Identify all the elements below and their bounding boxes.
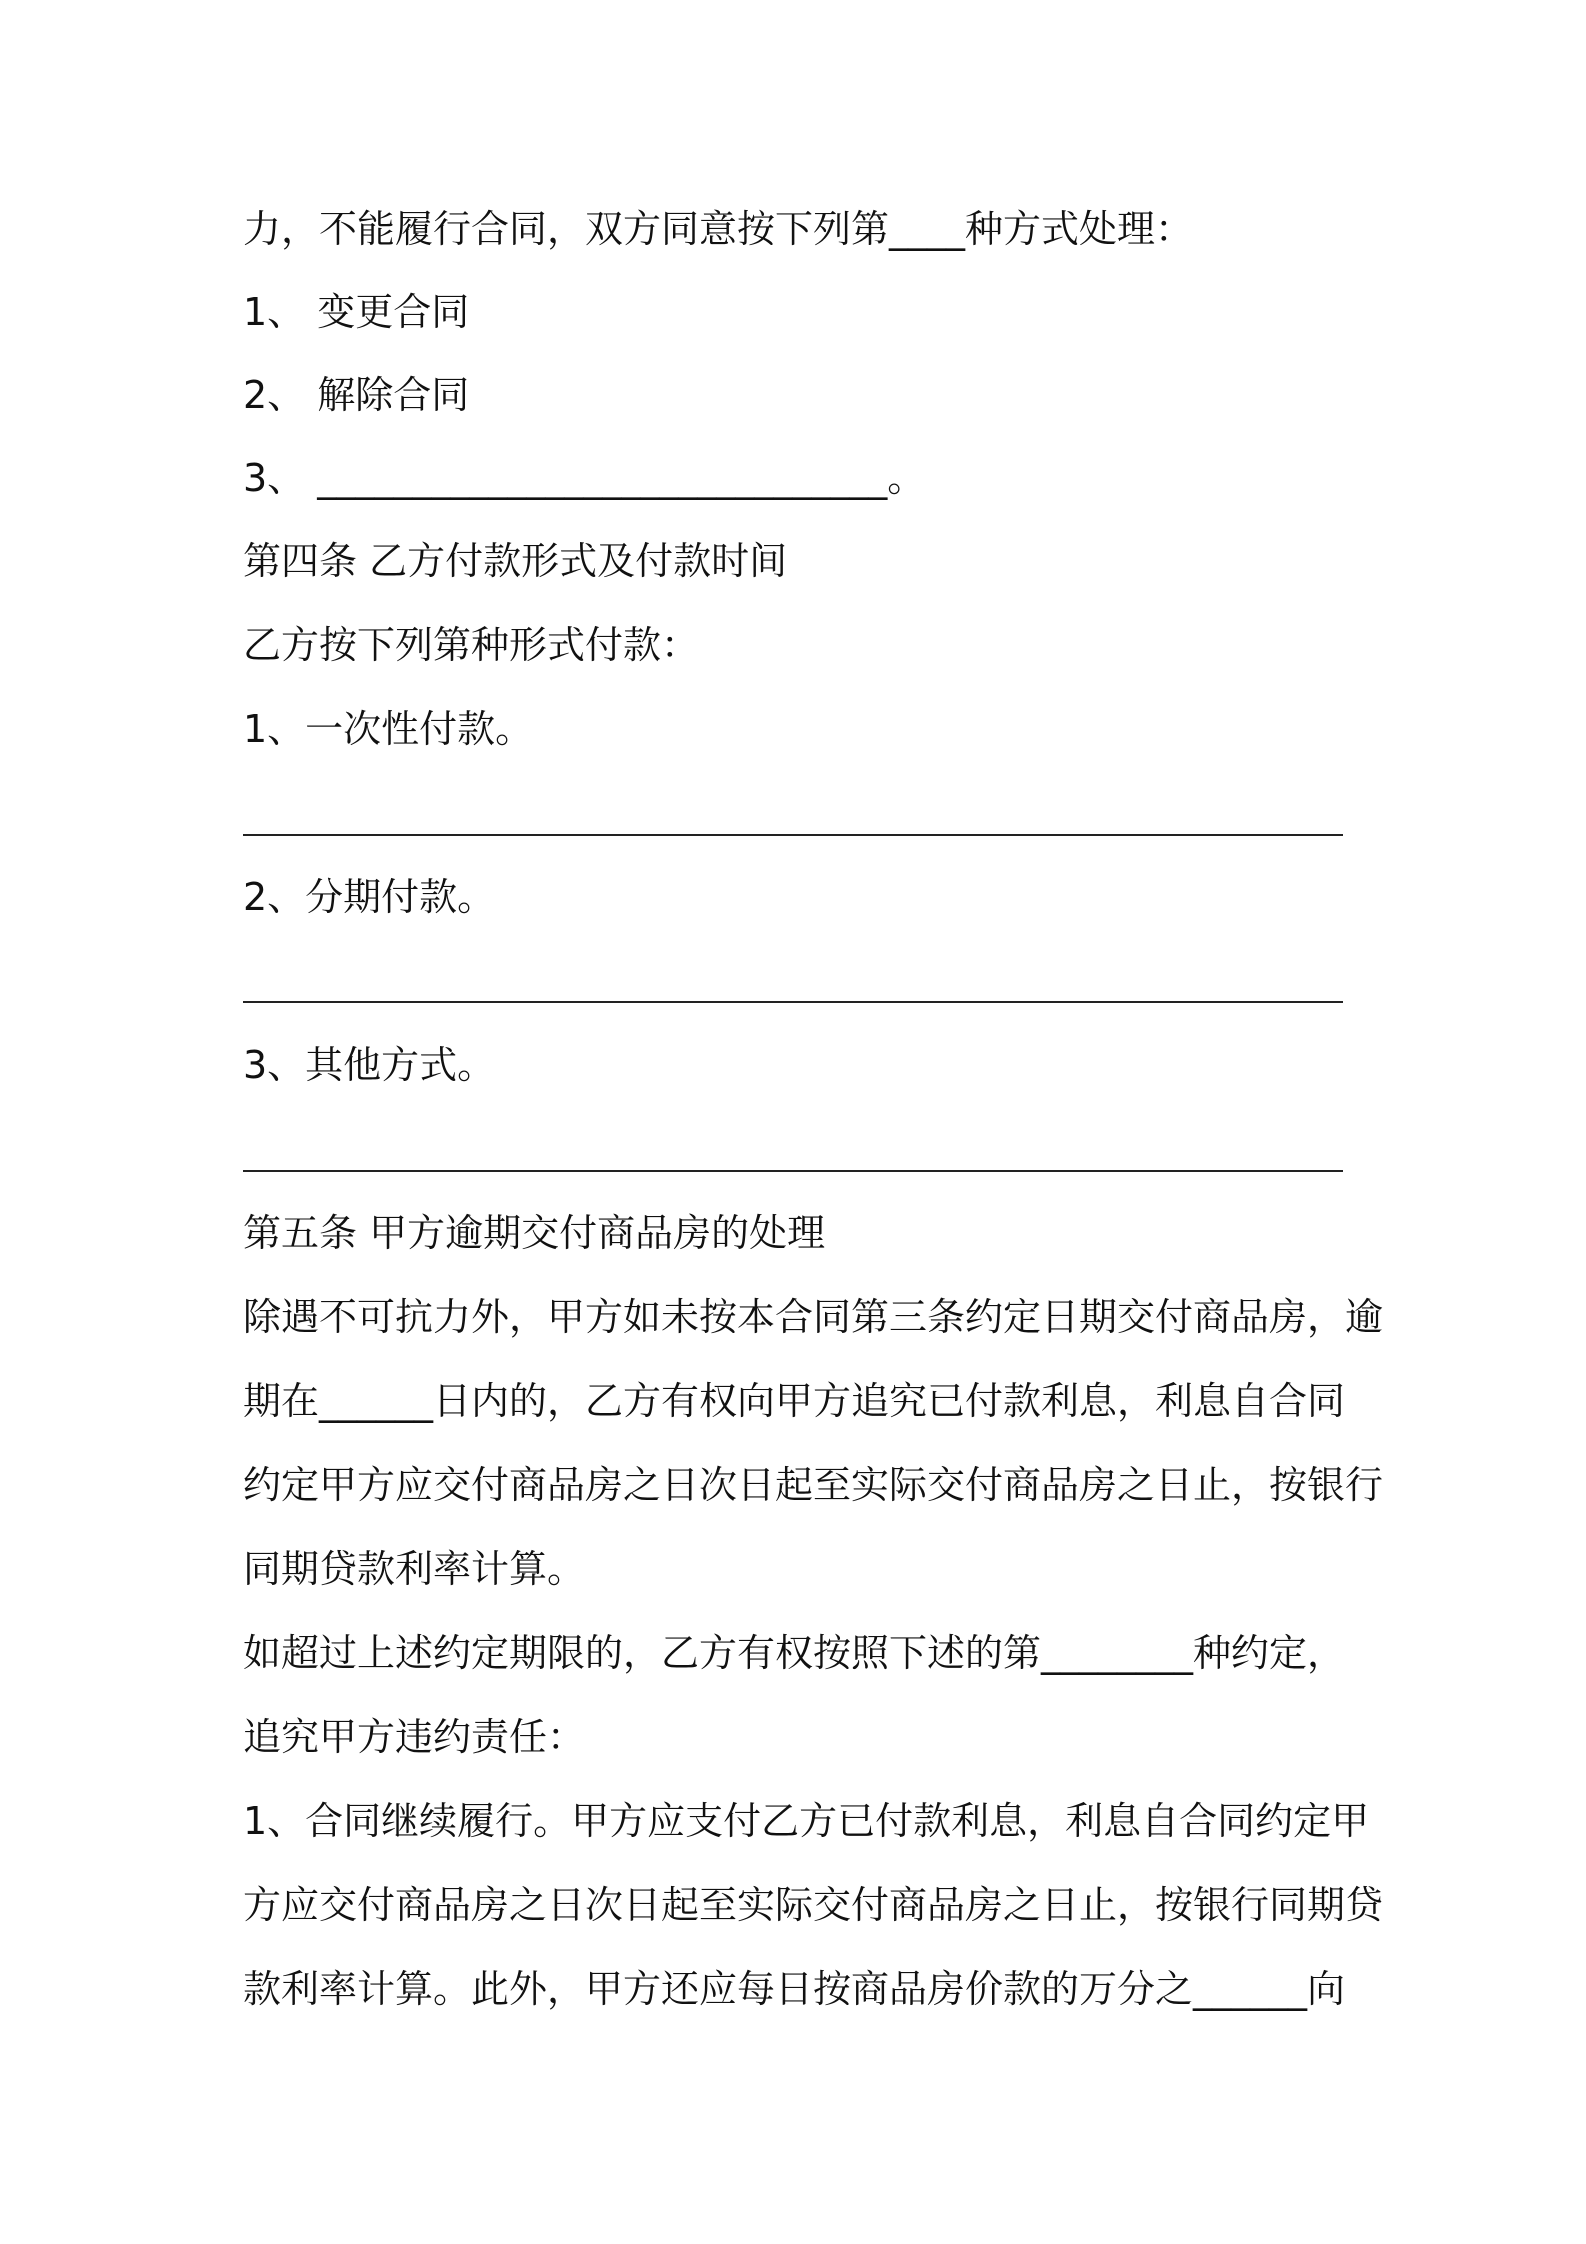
blank-line-1 xyxy=(243,834,1343,836)
paragraph-overdue-2: 追究甲方违约责任： xyxy=(243,1715,586,1759)
option-2-terminate-contract: 2、 解除合同 xyxy=(243,373,470,417)
clause-continue-performance-2: 方应交付商品房之日次日起至实际交付商品房之日止，按银行同期贷 xyxy=(243,1883,1384,1927)
option-3-blank: 3、 ______________________________。 xyxy=(243,456,926,500)
blank-line-2 xyxy=(243,1001,1343,1003)
paragraph-force-majeure-options: 力，不能履行合同，双方同意按下列第____种方式处理： xyxy=(243,207,1194,251)
heading-article-4: 第四条 乙方付款形式及付款时间 xyxy=(243,539,788,583)
paragraph-late-delivery-1: 除遇不可抗力外，甲方如未按本合同第三条约定日期交付商品房，逾 xyxy=(243,1295,1384,1339)
option-1-change-contract: 1、 变更合同 xyxy=(243,290,470,334)
clause-continue-performance-3: 款利率计算。此外，甲方还应每日按商品房价款的万分之______向 xyxy=(243,1967,1346,2011)
paragraph-late-delivery-2: 期在______日内的，乙方有权向甲方追究已付款利息，利息自合同 xyxy=(243,1379,1346,1423)
payment-option-1: 1、一次性付款。 xyxy=(243,707,534,751)
payment-option-2: 2、分期付款。 xyxy=(243,875,496,919)
blank-line-3 xyxy=(243,1170,1343,1172)
heading-article-5: 第五条 甲方逾期交付商品房的处理 xyxy=(243,1211,826,1255)
clause-continue-performance-1: 1、合同继续履行。甲方应支付乙方已付款利息，利息自合同约定甲 xyxy=(243,1799,1370,1843)
paragraph-payment-intro: 乙方按下列第种形式付款： xyxy=(243,623,700,667)
payment-option-3: 3、其他方式。 xyxy=(243,1043,496,1087)
paragraph-overdue-1: 如超过上述约定期限的，乙方有权按照下述的第________种约定， xyxy=(243,1631,1346,1675)
paragraph-late-delivery-3: 约定甲方应交付商品房之日次日起至实际交付商品房之日止，按银行 xyxy=(243,1463,1384,1507)
paragraph-late-delivery-4: 同期贷款利率计算。 xyxy=(243,1547,586,1591)
